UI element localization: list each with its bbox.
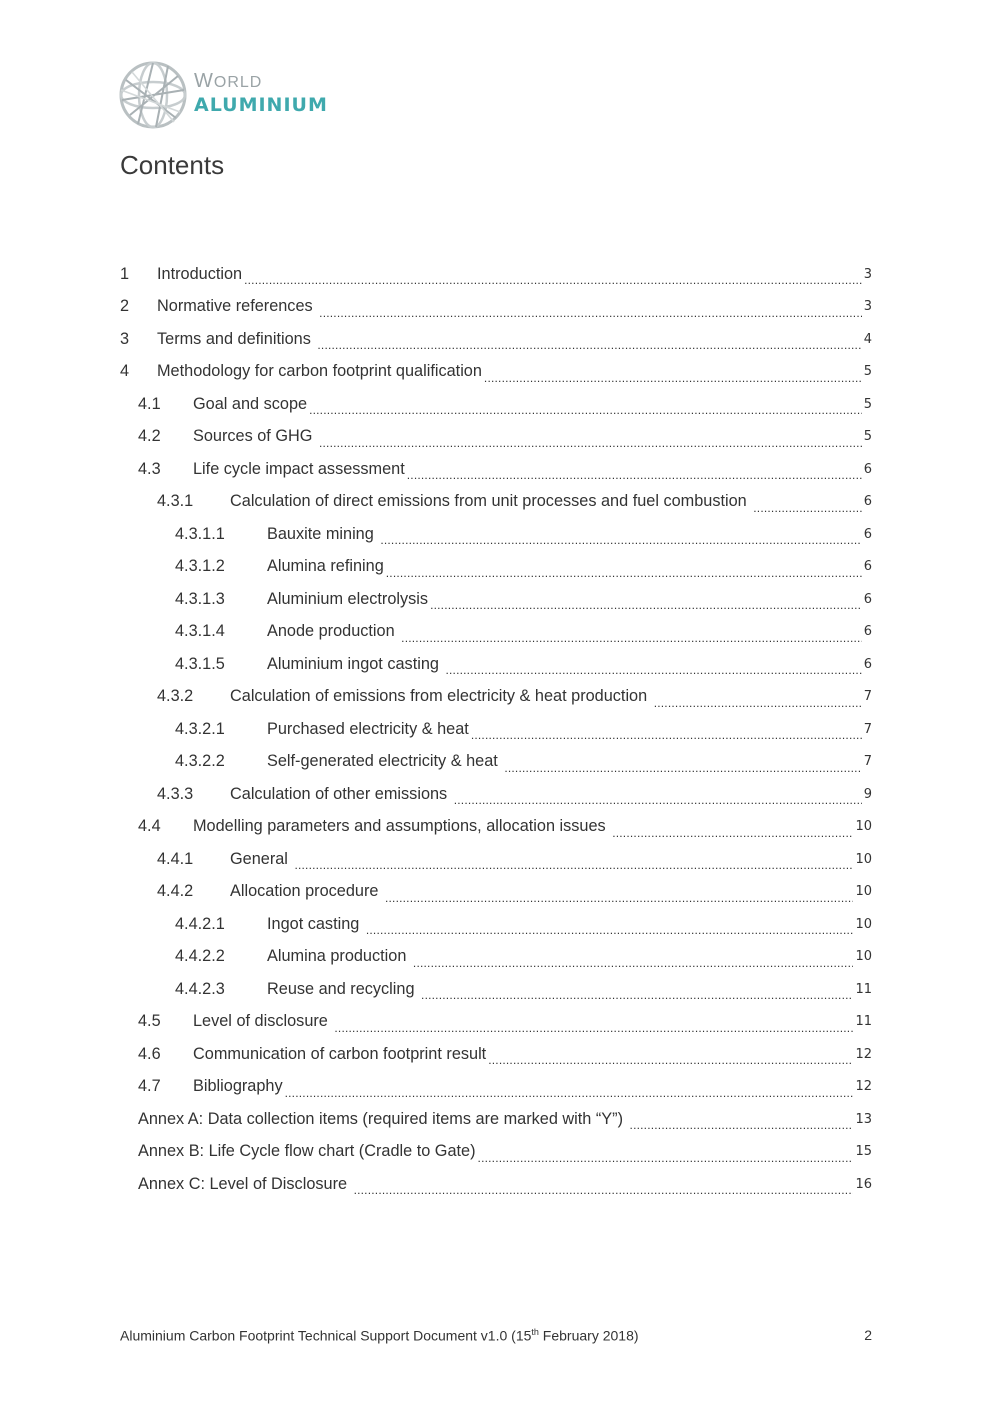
logo-word-aluminium: ALUMINIUM <box>194 94 328 116</box>
toc-dot-leader <box>285 1083 854 1097</box>
footer-page-number: 2 <box>864 1327 872 1343</box>
toc-entry[interactable] <box>120 486 872 519</box>
logo-wordmark <box>194 70 328 116</box>
toc-entry-page-number: 9 <box>863 786 872 802</box>
toc-entry-number: 4.4.2.1 <box>175 914 225 933</box>
toc-dot-leader <box>401 628 862 642</box>
toc-entry-page-number: 5 <box>863 396 872 412</box>
toc-entry-page-number: 7 <box>863 754 872 770</box>
page-title: Contents <box>120 150 225 180</box>
toc-entry-title: Aluminium ingot casting <box>267 654 444 673</box>
toc-entry[interactable] <box>120 518 872 551</box>
toc-entry-page-number: 10 <box>855 819 872 835</box>
toc-entry[interactable] <box>120 876 872 909</box>
toc-entry[interactable] <box>120 258 872 291</box>
toc-dot-leader <box>413 953 854 967</box>
toc-entry-page-number: 11 <box>855 1014 872 1030</box>
toc-entry-number: 4.3.1 <box>157 492 194 511</box>
toc-entry[interactable] <box>120 1136 872 1169</box>
toc-entry-title: Annex C: Level of Disclosure <box>138 1174 352 1193</box>
toc-entry-number: 4 <box>120 362 130 381</box>
toc-entry[interactable] <box>120 681 872 714</box>
toc-entry-number: 4.3.1.4 <box>175 622 225 641</box>
toc-entry-title: Allocation procedure <box>230 882 383 901</box>
logo-word-world: WORLD <box>194 70 263 92</box>
toc-entry-page-number: 6 <box>863 624 872 640</box>
toc-entry-page-number: 10 <box>855 884 872 900</box>
toc-entry-page-number: 5 <box>863 429 872 445</box>
toc-entry-number: 4.2 <box>138 427 161 446</box>
toc-entry-page-number: 6 <box>863 494 872 510</box>
toc-entry-title: Annex A: Data collection items (required items are marked with “Y”) <box>138 1109 628 1128</box>
toc-entry-number: 4.7 <box>138 1077 161 1096</box>
toc-entry-title: Purchased electricity & heat <box>267 719 469 738</box>
toc-entry-page-number: 6 <box>863 526 872 542</box>
toc-entry-title: Alumina refining <box>267 557 384 576</box>
toc-entry-title: Introduction <box>157 264 243 283</box>
toc-entry[interactable] <box>120 1038 872 1071</box>
toc-entry-page-number: 5 <box>863 364 872 380</box>
toc-dot-leader <box>294 855 853 869</box>
toc-entry[interactable] <box>120 388 872 421</box>
toc-dot-leader <box>488 1050 853 1064</box>
toc-entry-number: 4.3.1.3 <box>175 589 225 608</box>
toc-entry-page-number: 4 <box>863 331 872 347</box>
toc-entry[interactable] <box>120 1103 872 1136</box>
toc-entry-number: 2 <box>120 297 130 316</box>
toc-entry-page-number: 7 <box>863 721 872 737</box>
toc-dot-leader <box>445 660 861 674</box>
toc-entry-number: 4.4 <box>138 817 161 836</box>
toc-entry-title: Terms and definitions <box>157 329 316 348</box>
toc-entry[interactable] <box>120 648 872 681</box>
toc-entry-title: Annex B: Life Cycle flow chart (Cradle to Gate) <box>138 1142 476 1161</box>
toc-entry[interactable] <box>120 291 872 324</box>
toc-entry-number: 4.3.2.1 <box>175 719 225 738</box>
toc-entry-title: Modelling parameters and assumptions, allocation issues <box>193 817 611 836</box>
toc-entry[interactable] <box>120 1006 872 1039</box>
toc-entry-number: 4.3.2 <box>157 687 194 706</box>
toc-entry-title: Bauxite mining <box>267 524 379 543</box>
toc-entry-title: Reuse and recycling <box>267 979 420 998</box>
toc-entry-number: 4.3.1.1 <box>175 524 225 543</box>
toc-entry-page-number: 3 <box>863 299 872 315</box>
toc-entry[interactable] <box>120 356 872 389</box>
footer-document-title: Aluminium Carbon Footprint Technical Support Document v1.0 (15th February 2018) <box>120 1327 639 1344</box>
toc-entry-page-number: 6 <box>863 559 872 575</box>
toc-entry-page-number: 6 <box>863 656 872 672</box>
toc-entry-page-number: 10 <box>855 949 872 965</box>
toc-dot-leader <box>471 725 862 739</box>
toc-entry-page-number: 11 <box>855 981 872 997</box>
globe-icon <box>118 60 188 130</box>
toc-entry[interactable] <box>120 453 872 486</box>
toc-dot-leader <box>334 1018 853 1032</box>
toc-dot-leader <box>309 400 862 414</box>
toc-dot-leader <box>421 985 853 999</box>
toc-dot-leader <box>454 790 862 804</box>
toc-entry-title: Goal and scope <box>193 394 308 413</box>
toc-entry-title: Alumina production <box>267 947 411 966</box>
toc-entry[interactable] <box>120 616 872 649</box>
toc-entry-page-number: 13 <box>855 1111 872 1127</box>
toc-dot-leader <box>630 1115 854 1129</box>
toc-entry[interactable] <box>120 1071 872 1104</box>
toc-dot-leader <box>354 1180 854 1194</box>
world-aluminium-logo <box>118 58 348 132</box>
toc-entry-number: 1 <box>120 264 130 283</box>
toc-entry[interactable] <box>120 323 872 356</box>
toc-entry-title: Level of disclosure <box>193 1012 333 1031</box>
toc-entry-number: 4.3.1.2 <box>175 557 225 576</box>
toc-entry-number: 4.4.2.3 <box>175 979 225 998</box>
toc-entry-page-number: 7 <box>863 689 872 705</box>
toc-dot-leader <box>612 823 853 837</box>
toc-entry-page-number: 10 <box>855 851 872 867</box>
toc-dot-leader <box>244 270 862 284</box>
toc-dot-leader <box>484 368 862 382</box>
toc-entry-number: 4.5 <box>138 1012 161 1031</box>
toc-dot-leader <box>478 1148 854 1162</box>
toc-dot-leader <box>380 530 861 544</box>
toc-dot-leader <box>753 498 861 512</box>
toc-entry[interactable] <box>120 778 872 811</box>
toc-entry-title: Bibliography <box>193 1077 283 1096</box>
toc-entry-page-number: 3 <box>863 266 872 282</box>
toc-dot-leader <box>407 465 862 479</box>
toc-entry-number: 4.6 <box>138 1044 161 1063</box>
toc-dot-leader <box>654 693 862 707</box>
toc-entry-title: Methodology for carbon footprint qualification <box>157 362 482 381</box>
toc-entry-page-number: 6 <box>863 591 872 607</box>
toc-entry[interactable] <box>120 746 872 779</box>
toc-dot-leader <box>319 303 862 317</box>
toc-dot-leader <box>430 595 862 609</box>
toc-dot-leader <box>385 888 853 902</box>
toc-entry-number: 4.3.3 <box>157 784 194 803</box>
toc-entry-number: 3 <box>120 329 130 348</box>
toc-entry-title: Normative references <box>157 297 318 316</box>
toc-entry-title: Calculation of direct emissions from unit processes and fuel combustion <box>230 492 752 511</box>
toc-entry[interactable] <box>120 551 872 584</box>
toc-entry-title: Sources of GHG <box>193 427 317 446</box>
toc-entry-page-number: 10 <box>855 916 872 932</box>
toc-entry[interactable] <box>120 811 872 844</box>
toc-entry-title: Anode production <box>267 622 400 641</box>
toc-entry-title: Life cycle impact assessment <box>193 459 405 478</box>
toc-entry[interactable] <box>120 421 872 454</box>
toc-entry[interactable] <box>120 973 872 1006</box>
toc-entry-page-number: 16 <box>855 1176 872 1192</box>
toc-entry-title: Calculation of other emissions <box>230 784 452 803</box>
table-of-contents <box>120 258 872 1201</box>
toc-entry-page-number: 12 <box>855 1079 872 1095</box>
toc-entry-number: 4.3.2.2 <box>175 752 225 771</box>
toc-entry[interactable] <box>120 941 872 974</box>
toc-entry[interactable] <box>120 713 872 746</box>
toc-entry-page-number: 15 <box>855 1144 872 1160</box>
toc-entry-title: General <box>230 849 293 868</box>
toc-entry-number: 4.3 <box>138 459 161 478</box>
toc-entry-number: 4.4.2 <box>157 882 194 901</box>
toc-entry[interactable] <box>120 908 872 941</box>
toc-entry-title: Self-generated electricity & heat <box>267 752 503 771</box>
toc-entry-number: 4.4.2.2 <box>175 947 225 966</box>
toc-dot-leader <box>319 433 862 447</box>
toc-entry-title: Aluminium electrolysis <box>267 589 429 608</box>
toc-entry-page-number: 12 <box>855 1046 872 1062</box>
toc-dot-leader <box>317 335 861 349</box>
toc-entry[interactable] <box>120 843 872 876</box>
toc-entry[interactable] <box>120 583 872 616</box>
toc-entry-title: Calculation of emissions from electricity & heat production <box>230 687 652 706</box>
toc-entry-number: 4.3.1.5 <box>175 654 225 673</box>
toc-dot-leader <box>386 563 862 577</box>
toc-entry-title: Ingot casting <box>267 914 364 933</box>
toc-entry-page-number: 6 <box>863 461 872 477</box>
toc-entry[interactable] <box>120 1168 872 1201</box>
toc-dot-leader <box>504 758 861 772</box>
toc-entry-title: Communication of carbon footprint result <box>193 1044 487 1063</box>
toc-entry-number: 4.4.1 <box>157 849 194 868</box>
toc-dot-leader <box>366 920 854 934</box>
toc-entry-number: 4.1 <box>138 394 161 413</box>
